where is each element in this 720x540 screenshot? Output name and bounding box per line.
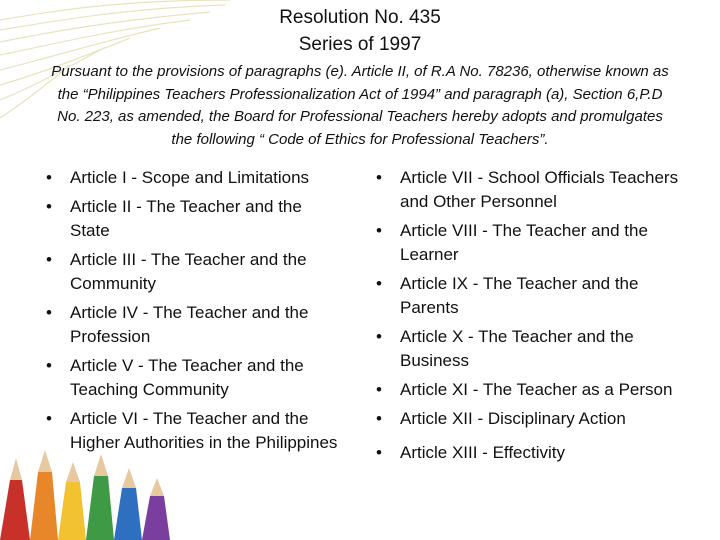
list-item xyxy=(46,195,346,243)
bullet-icon: • xyxy=(376,327,382,346)
article-label: Article XII - Disciplinary Action xyxy=(400,409,626,428)
bullet-icon: • xyxy=(376,380,382,399)
article-label: Article XIII - Effectivity xyxy=(400,443,566,462)
list-item xyxy=(376,325,696,373)
title-line-1: Resolution No. 435 xyxy=(279,7,441,28)
bullet-icon: • xyxy=(46,303,52,322)
list-item xyxy=(376,441,696,465)
article-label: Article VIII - The Teacher and the Learner xyxy=(400,221,648,264)
article-label: Article X - The Teacher and the Business xyxy=(400,327,634,370)
resolution-title xyxy=(0,4,720,58)
bullet-icon: • xyxy=(376,221,382,240)
article-label: Article II - The Teacher and the State xyxy=(70,197,302,240)
list-item xyxy=(376,378,696,402)
article-label: Article VI - The Teacher and the Higher Authorities in the Philippines xyxy=(70,409,338,452)
article-label: Article VII - School Officials Teachers and Other Personnel xyxy=(400,168,679,211)
list-item xyxy=(376,219,696,267)
list-item xyxy=(46,248,346,296)
list-item xyxy=(46,354,346,402)
list-item xyxy=(376,407,696,431)
article-label: Article IV - The Teacher and the Profession xyxy=(70,303,309,346)
article-label: Article I - Scope and Limitations xyxy=(70,168,310,187)
list-item xyxy=(46,301,346,349)
title-line-2: Series of 1997 xyxy=(298,34,422,55)
bullet-icon: • xyxy=(46,250,52,269)
list-item xyxy=(46,407,346,455)
article-label: Article XI - The Teacher as a Person xyxy=(400,380,673,399)
preamble-text: Pursuant to the provisions of paragraphs (e). Article II, of R.A No. 78236, otherwise known as the “Philippines Teachers Professionalization Act of 1994” and paragraph (a), Section 6,P.D No. 223, as amended, the Board for Professional Teachers hereby adopts and promulgates the following “ Code of Ethics for Professional Teachers”. xyxy=(51,63,669,148)
article-label: Article III - The Teacher and the Community xyxy=(70,250,307,293)
list-item xyxy=(376,166,696,214)
article-label: Article V - The Teacher and the Teaching Community xyxy=(70,356,304,399)
articles-list-left xyxy=(46,166,346,460)
bullet-icon: • xyxy=(376,409,382,428)
bullet-icon: • xyxy=(46,356,52,375)
article-label: Article IX - The Teacher and the Parents xyxy=(400,274,639,317)
articles-list-right xyxy=(376,166,696,470)
bullet-icon: • xyxy=(376,274,382,293)
list-item xyxy=(46,166,346,190)
list-item xyxy=(376,272,696,320)
bullet-icon: • xyxy=(46,409,52,428)
bullet-icon: • xyxy=(376,443,382,462)
bullet-icon: • xyxy=(46,168,52,187)
bullet-icon: • xyxy=(46,197,52,216)
bullet-icon: • xyxy=(376,168,382,187)
